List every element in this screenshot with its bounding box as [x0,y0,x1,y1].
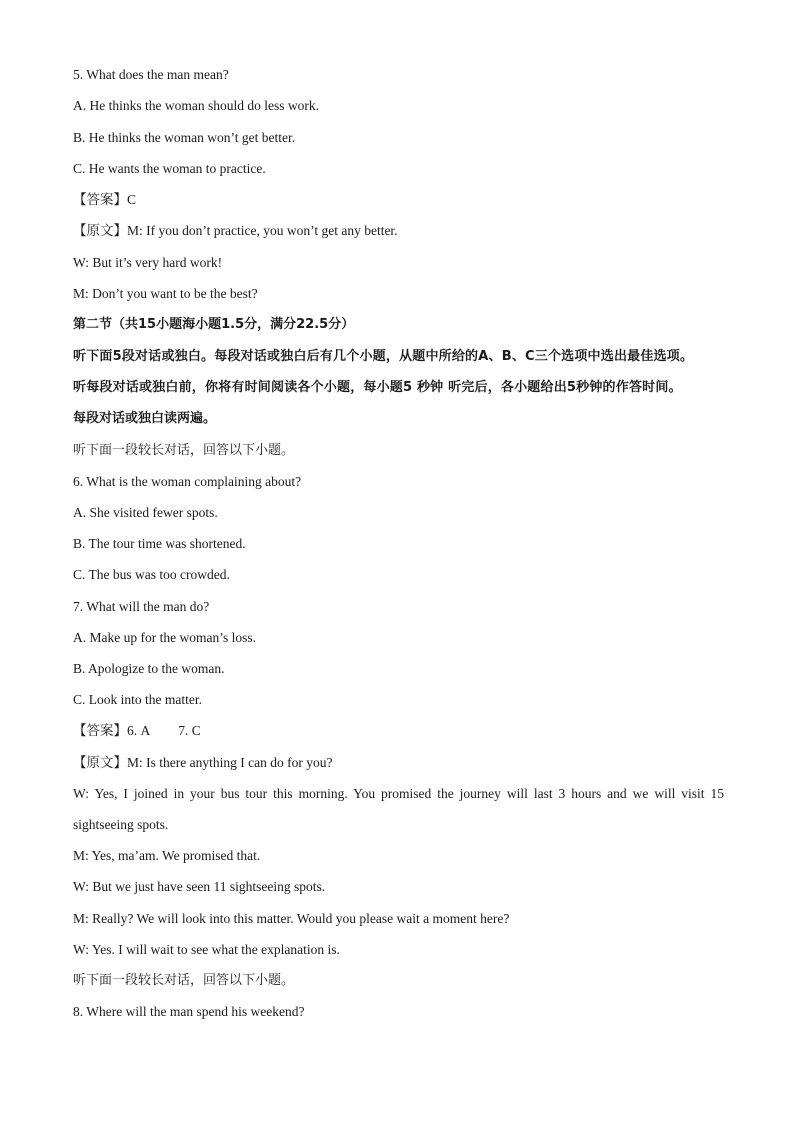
transcript-6-7-line-2: W: Yes, I joined in your bus tour this morning. You promised the journey will last 3 hours and we will visit 15 [73,786,724,801]
transcript-5-line-3: M: Don’t you want to be the best? [73,286,258,301]
option-5c: C. He wants the woman to practice. [73,161,266,176]
section-instructions-line-3: 每段对话或独白读两遍。 [73,411,217,426]
section-instructions-line-1: 听下面5段对话或独白。每段对话或独白后有几个小题，从题中所给的A、B、C三个选项中选出最佳选项。 [73,349,694,364]
dialogue-intro-2: 听下面一段较长对话，回答以下小题。 [73,973,295,988]
section-heading: 第二节（共15小题海小题1.5分，满分22.5分） [73,317,355,332]
question-7: 7. What will the man do? [73,599,210,614]
option-6b: B. The tour time was shortened. [73,536,246,551]
dialogue-intro-1: 听下面一段较长对话，回答以下小题。 [73,443,295,458]
transcript-5-line-2: W: But it’s very hard work! [73,255,223,270]
transcript-6-7-line-6: M: Really? We will look into this matter. Would you please wait a moment here? [73,911,510,926]
question-5: 5. What does the man mean? [73,67,229,82]
option-7c: C. Look into the matter. [73,692,202,707]
option-5a: A. He thinks the woman should do less work. [73,98,319,113]
option-7b: B. Apologize to the woman. [73,661,225,676]
option-6c: C. The bus was too crowded. [73,567,230,582]
question-8: 8. Where will the man spend his weekend? [73,1004,305,1019]
answer-5: 【答案】C [73,192,137,207]
transcript-5-line-1: 【原文】M: If you don’t practice, you won’t get any better. [73,223,398,238]
answer-6: 【答案】6. A [73,723,151,738]
question-6: 6. What is the woman complaining about? [73,474,302,489]
answer-7: 7. C [178,723,201,738]
transcript-6-7-line-1: 【原文】M: Is there anything I can do for you? [73,755,333,770]
option-6a: A. She visited fewer spots. [73,505,218,520]
transcript-6-7-line-3: sightseeing spots. [73,817,169,832]
answer-6-7 [73,722,724,740]
option-5b: B. He thinks the woman won’t get better. [73,130,296,145]
transcript-6-7-line-7: W: Yes. I will wait to see what the explanation is. [73,942,340,957]
section-instructions-line-2: 听每段对话或独白前，你将有时间阅读各个小题，每小题5 秒钟 听完后，各小题给出5秒钟的作答时间。 [73,380,682,395]
option-7a: A. Make up for the woman’s loss. [73,630,256,645]
transcript-6-7-line-4: M: Yes, ma’am. We promised that. [73,848,261,863]
transcript-6-7-line-5: W: But we just have seen 11 sightseeing spots. [73,879,326,894]
